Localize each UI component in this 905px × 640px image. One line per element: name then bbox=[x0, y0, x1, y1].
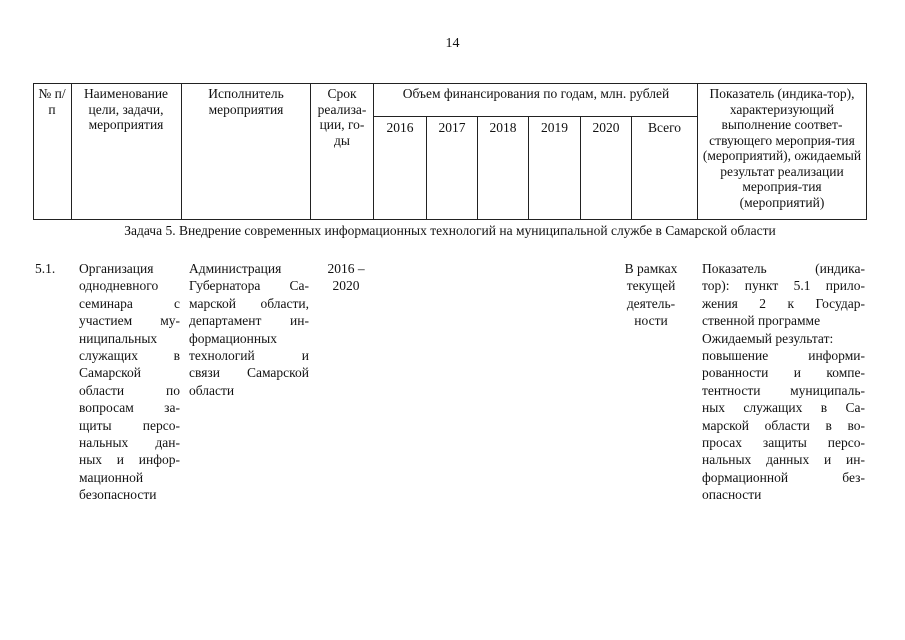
header-executor: Исполнитель мероприятия bbox=[208, 86, 284, 117]
row-term-line: 2020 bbox=[332, 278, 360, 294]
row-name-line: области по bbox=[79, 382, 180, 398]
header-year-2018: 2018 bbox=[489, 120, 517, 135]
header-year-2020: 2020 bbox=[592, 120, 620, 135]
row-indicator-line: повышение информи- bbox=[702, 348, 865, 364]
header-indicator: Показатель (индика-тор), характеризующий выполнение соответ-ствующего мероприя-тия (мероприятий), ожидаемый результат реализации мероприя-тия (мероприятий) bbox=[702, 86, 862, 210]
row-financing-line: ности bbox=[634, 313, 668, 329]
row-name bbox=[79, 260, 180, 504]
header-num: № п/п bbox=[38, 86, 66, 117]
row-financing bbox=[608, 260, 694, 330]
row-indicator-line: ных служащих в Са- bbox=[702, 400, 865, 416]
header-total: Всего bbox=[647, 120, 682, 135]
row-indicator-line: тентности муниципаль- bbox=[702, 382, 865, 398]
row-name-line: ных и инфор- bbox=[79, 452, 180, 468]
row-indicator-line: Ожидаемый результат: bbox=[702, 330, 834, 346]
header-year-2016: 2016 bbox=[386, 120, 414, 135]
row-indicator-line: опасности bbox=[702, 487, 762, 503]
row-indicator-line: марской области в во- bbox=[702, 417, 865, 433]
row-executor-line: области bbox=[189, 382, 235, 398]
task-title: Задача 5. Внедрение современных информационных технологий на муниципальной службе в Самарской области bbox=[124, 223, 776, 238]
row-indicator-line: нальных данных и ин- bbox=[702, 452, 865, 468]
row-indicator-line: ственной программе bbox=[702, 313, 821, 329]
table-header bbox=[33, 83, 867, 220]
row-name-line: вопросам за- bbox=[79, 400, 180, 416]
row-financing-line: деятель- bbox=[626, 295, 676, 311]
row-name-line: Организация bbox=[79, 261, 154, 276]
row-executor-line: связи Самарской bbox=[189, 365, 309, 381]
row-indicator-line: Показатель (индика- bbox=[702, 261, 865, 276]
row-executor-line: формационных bbox=[189, 330, 277, 346]
row-name-line: безопасности bbox=[79, 487, 157, 503]
row-name-line: щиты персо- bbox=[79, 417, 180, 433]
row-financing-line: В рамках bbox=[624, 261, 678, 276]
row-financing-line: текущей bbox=[626, 278, 676, 294]
row-name-line: семинара с bbox=[79, 295, 180, 311]
row-indicator-line: рованности и компе- bbox=[702, 365, 865, 381]
row-name-line: участием му- bbox=[79, 313, 180, 329]
row-indicator-line: просах защиты персо- bbox=[702, 435, 865, 451]
row-name-line: мационной bbox=[79, 469, 144, 485]
row-name-line: служащих в bbox=[79, 348, 180, 364]
row-executor bbox=[189, 260, 309, 399]
row-executor-line: Губернатора Са- bbox=[189, 278, 309, 294]
row-name-line: ниципальных bbox=[79, 330, 158, 346]
row-term-line: 2016 – bbox=[327, 261, 365, 276]
row-executor-line: Администрация bbox=[189, 261, 282, 276]
row-number: 5.1. bbox=[35, 261, 56, 276]
header-year-2019: 2019 bbox=[541, 120, 568, 135]
row-executor-line: технологий и bbox=[189, 348, 309, 364]
header-financing-title: Объем финансирования по годам, млн. рублей bbox=[402, 86, 670, 101]
row-name-line: нальных дан- bbox=[79, 435, 180, 451]
row-indicator-line: тор): пункт 5.1 прило- bbox=[702, 278, 865, 294]
header-year-2017: 2017 bbox=[438, 120, 466, 135]
page-number: 14 bbox=[445, 36, 460, 51]
header-term: Срок реализа-ции, го-ды bbox=[317, 86, 367, 148]
row-term bbox=[318, 260, 374, 295]
row-executor-line: марской области, bbox=[189, 295, 309, 311]
row-indicator-line: жения 2 к Государ- bbox=[702, 295, 865, 311]
row-indicator-line: формационной без- bbox=[702, 469, 865, 485]
row-executor-line: департамент ин- bbox=[189, 313, 309, 329]
row-indicator bbox=[702, 260, 865, 504]
row-name-line: однодневного bbox=[79, 278, 159, 294]
header-name: Наименование цели, задачи, мероприятия bbox=[83, 86, 169, 132]
row-name-line: Самарской bbox=[79, 365, 142, 381]
